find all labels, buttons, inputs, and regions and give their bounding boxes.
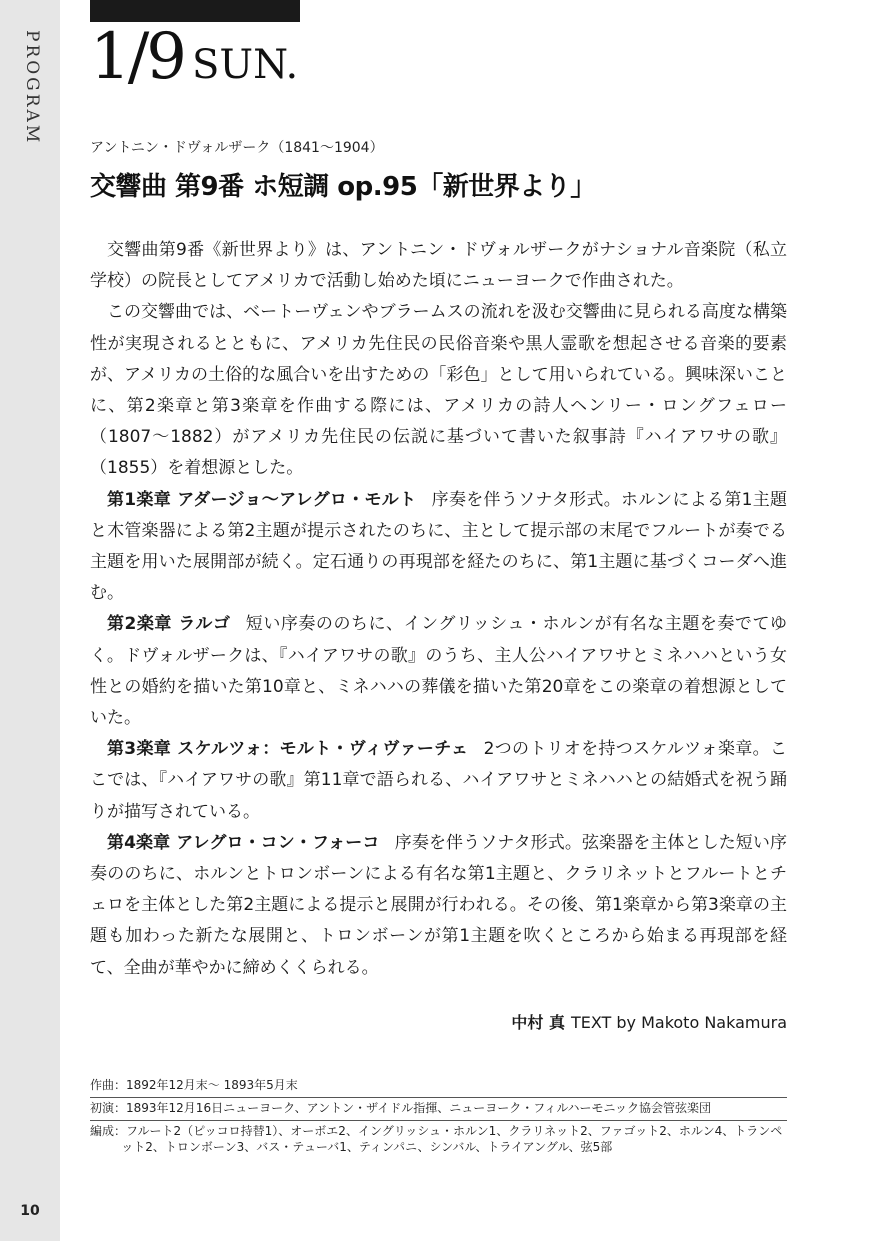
header-bar bbox=[90, 0, 300, 22]
paragraph: 交響曲第9番《新世界より》は、アントニン・ドヴォルザークがナショナル音楽院（私立学校）の院長としてアメリカで活動し始めた頃にニューヨークで作曲された。 bbox=[90, 240, 787, 292]
movement-heading: 第3楽章 スケルツォ：モルト・ヴィヴァーチェ bbox=[107, 739, 469, 760]
paragraph: この交響曲では、ベートーヴェンやブラームスの流れを汲む交響曲に見られる高度な構築性が実現されるとともに、アメリカ先住民の民俗音楽や黒人霊歌を想起させる音楽的要素が、アメリカの土俗的な風合いを出すための「彩色」として用いられている。興味深いことに、第2楽章と第3楽章を作曲する際には、アメリカの詩人ヘンリー・ロングフェロー（1807～1882）がアメリカ先住民の伝説に基づいて書いた叙事詩『ハイアワサの歌』（1855）を着想源とした。 bbox=[90, 302, 787, 479]
sidebar bbox=[0, 0, 60, 1241]
date-number: 1/9 bbox=[90, 20, 184, 94]
movement-text: 序奏を伴うソナタ形式。弦楽器を主体とした短い序奏ののちに、ホルンとトロンボーンによる有名な第1主題と、クラリネットとフルートとチェロを主体とした第2主題による提示と展開が行われる。その後、第1楽章から第3楽章の主題も加わった新たな展開と、トロンボーンが第1主題を吹くところから始まる再現部を経て、全曲が華やかに締めくくられる。 bbox=[90, 832, 787, 978]
concert-date bbox=[90, 22, 298, 92]
movement-heading: 第4楽章 アレグロ・コン・フォーコ bbox=[107, 832, 380, 853]
movement-text: 序奏を伴うソナタ形式。ホルンによる第1主題と木管楽器による第2主題が提示されたのちに、主として提示部の末尾でフルートが奏でる主題を用いた展開部が続く。定石通りの再現部を経たのちに、第1主題に基づくコーダへ進む。 bbox=[90, 489, 788, 604]
author-byline: TEXT by Makoto Nakamura bbox=[570, 1013, 787, 1032]
movement-paragraph bbox=[90, 734, 787, 828]
movement-paragraph bbox=[90, 828, 787, 984]
movement-paragraph bbox=[90, 609, 787, 734]
author-name: 中村 真 bbox=[511, 1013, 565, 1032]
movement-text: 短い序奏ののちに、イングリッシュ・ホルンが有名な主題を奏でてゆく。ドヴォルザークは、『ハイアワサの歌』のうち、主人公ハイアワサとミネハハという女性との婚約を描いた第10章と、ミネハハの葬儀を描いた第20章をこの楽章の着想源としていた。 bbox=[90, 614, 787, 729]
movement-paragraph bbox=[90, 485, 787, 610]
program-notes bbox=[90, 235, 787, 984]
work-title: 交響曲 第9番 ホ短調 op.95「新世界より」 bbox=[90, 172, 596, 202]
movement-text: 2つのトリオを持つスケルツォ楽章。ここでは、『ハイアワサの歌』第11章で語られる、ハイアワサとミネハハとの結婚式を祝う踊りが描写されている。 bbox=[90, 739, 787, 822]
movement-heading: 第1楽章 アダージョ～アレグロ・モルト bbox=[107, 489, 417, 510]
date-weekday: SUN. bbox=[192, 42, 299, 88]
author-credit bbox=[511, 1010, 787, 1033]
work-info bbox=[90, 1075, 787, 1159]
composed-info: 作曲：1892年12月末～ 1893年5月末 bbox=[90, 1075, 787, 1098]
page-number: 10 bbox=[20, 1203, 40, 1219]
movement-heading: 第2楽章 ラルゴ bbox=[107, 614, 231, 635]
instrumentation-info: 編成：フルート2（ピッコロ持替1）、オーボエ2、イングリッシュ・ホルン1、クラリネット2、ファゴット2、ホルン4、トランペット2、トロンボーン3、バス・テューバ1、ティンパニ、シンバル、トライアングル、弦5部 bbox=[90, 1124, 783, 1154]
composer-name: アントニン・ドヴォルザーク（1841～1904） bbox=[90, 140, 384, 156]
program-label: PROGRAM bbox=[22, 30, 42, 146]
premiere-info: 初演：1893年12月16日ニューヨーク、アントン・ザイドル指揮、ニューヨーク・フィルハーモニック協会管弦楽団 bbox=[90, 1098, 787, 1121]
